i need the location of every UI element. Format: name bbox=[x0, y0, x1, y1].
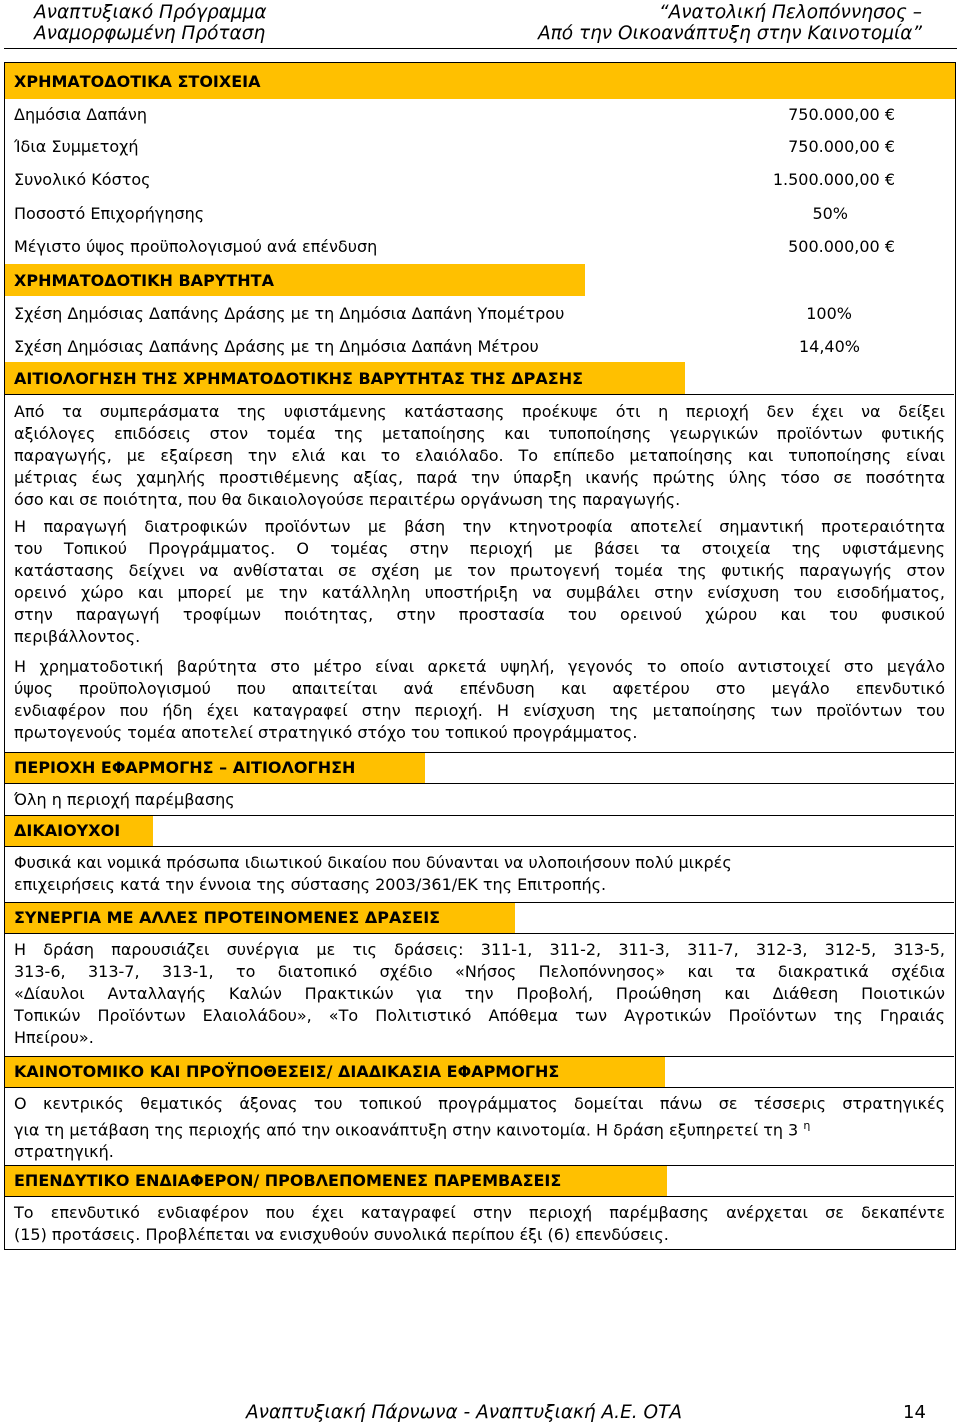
header-right-line1: “Ανατολική Πελοπόννησος – bbox=[658, 2, 922, 23]
page-header bbox=[0, 2, 960, 46]
rationale-divider-bottom bbox=[4, 1087, 954, 1088]
beneficiaries-text bbox=[14, 852, 945, 896]
interest-heading: ΕΠΕΝΔΥΤΙΚΟ ΕΝΔΙΑΦΕΡΟΝ/ ΠΡΟΒΛΕΠΟΜΕΝΕΣ ΠΑΡΕΜΒΑΣΕΙΣ bbox=[14, 1171, 562, 1190]
rationale-line2-text: για τη μετάβαση της περιοχής από την οικοανάπτυξη στην καινοτομία. Η δράση εξυπηρετεί τη 3 bbox=[14, 1120, 799, 1140]
financial-label-public: Δημόσια Δαπάνη bbox=[14, 105, 147, 124]
justification-heading: ΑΙΤΙΟΛΟΓΗΣΗ ΤΗΣ ΧΡΗΜΑΤΟΔΟΤΙΚΗΣ ΒΑΡΥΤΗΤΑΣ ΤΗΣ ΔΡΑΣΗΣ bbox=[14, 369, 584, 388]
text-line: πρωτογενούς τομέα αποτελεί στρατηγικό στόχο του τοπικού προγράμματος. bbox=[14, 723, 638, 742]
text-line: «Δίαυλοι Ανταλλαγής Καλών Πρακτικών για την Προβολή, Προώθηση και Διάθεση Ποιοτικών bbox=[14, 984, 945, 1003]
rationale-heading: ΚΑΙΝΟΤΟΜΙΚΟ ΚΑΙ ΠΡΟΫΠΟΘΕΣΕΙΣ/ ΔΙΑΔΙΚΑΣΙΑ ΕΦΑΡΜΟΓΗΣ bbox=[14, 1062, 560, 1081]
header-right bbox=[538, 2, 922, 44]
interest-divider-bottom bbox=[4, 1196, 954, 1197]
text-line: κατάστασης δείχνει να ανθίσταται σε σχέση με τον πρωτογενή τομέα της φυτικής παραγωγής στον bbox=[14, 561, 945, 580]
text-line: όσο και σε ποιότητα, που θα δικαιολογούσε περαιτέρω οργάνωση της παραγωγής. bbox=[14, 490, 681, 509]
financial-value-total: 1.500.000,00 € bbox=[772, 170, 895, 189]
text-line: Φυσικά και νομικά πρόσωπα ιδιωτικού δικαίου που δύνανται να υλοποιήσουν πολύ μικρές bbox=[14, 853, 732, 872]
text-line: στρατηγική. bbox=[14, 1142, 114, 1162]
financial-label-rate: Ποσοστό Επιχορήγησης bbox=[14, 204, 205, 223]
text-line: Η παραγωγή διατροφικών προϊόντων με βάση την κτηνοτροφία αποτελεί σημαντική προτεραιότητα bbox=[14, 517, 945, 536]
text-line: παραγωγής, με εξαίρεση την ελιά και το ελαιόλαδο. Το επίπεδο μεταποίησης και τυποποίησης είναι bbox=[14, 446, 945, 465]
weight-value-measure: 14,40% bbox=[798, 337, 860, 356]
synergy-heading: ΣΥΝΕΡΓΙΑ ΜΕ ΑΛΛΕΣ ΠΡΟΤΕΙΝΟΜΕΝΕΣ ΔΡΑΣΕΙΣ bbox=[14, 908, 441, 927]
weight-value-submeasure: 100% bbox=[806, 304, 852, 323]
text-line: μέτριας έως χαμηλής προστιθέμενης αξίας, παρά την ύπαρξη ικανής πρώτης ύλης τόσο σε ποσότητα bbox=[14, 468, 945, 487]
synergy-text bbox=[14, 939, 945, 1049]
weight-label-measure: Σχέση Δημόσιας Δαπάνης Δράσης με τη Δημόσια Δαπάνη Μέτρου bbox=[14, 337, 539, 356]
synergy-divider-bottom bbox=[4, 933, 954, 934]
header-left bbox=[34, 2, 267, 44]
page-number: 14 bbox=[903, 1402, 926, 1423]
text-line: επιχειρήσεις κατά την έννοια της σύστασης 2003/361/ΕΚ της Επιτροπής. bbox=[14, 875, 607, 894]
rationale-superscript: η bbox=[803, 1119, 811, 1132]
text-line: 313-6, 313-7, 313-1, το διατοπικό σχέδιο «Νήσος Πελοπόννησος» και τα διακρατικά σχέδια bbox=[14, 962, 945, 981]
beneficiaries-divider-bottom bbox=[4, 846, 954, 847]
justification-paragraph-1 bbox=[14, 401, 945, 511]
text-line: Από τα συμπεράσματα της υφιστάμενης κατάστασης προέκυψε ότι η περιοχή δεν έχει να δείξει bbox=[14, 402, 945, 421]
financial-value-public: 750.000,00 € bbox=[788, 105, 895, 124]
interest-text bbox=[14, 1202, 945, 1246]
financial-label-own: Ίδια Συμμετοχή bbox=[14, 137, 139, 156]
financial-label-max: Μέγιστο ύψος προϋπολογισμού ανά επένδυση bbox=[14, 237, 378, 256]
text-line: Ο κεντρικός θεματικός άξονας του τοπικού προγράμματος δομείται πάνω σε τέσσερις στρατηγικές bbox=[14, 1094, 945, 1113]
text-line: του Τοπικού Προγράμματος. Ο τομέας στην περιοχή με βάσει τα στοιχεία της υφιστάμενης bbox=[14, 539, 945, 558]
header-left-line2: Αναμορφωμένη Πρόταση bbox=[34, 23, 266, 44]
text-line: ενδιαφέρον που ήδη έχει καταγραφεί στην περιοχή. Η ενίσχυση της μεταποίησης των προϊόντων του bbox=[14, 701, 945, 720]
weight-label-submeasure: Σχέση Δημόσιας Δαπάνης Δράσης με τη Δημόσια Δαπάνη Υπομέτρου bbox=[14, 304, 565, 323]
text-line: αξιόλογες επιδόσεις στον τομέα της μεταποίησης και τυποποίησης γεωργικών προϊόντων φυτικής bbox=[14, 424, 945, 443]
weight-heading: ΧΡΗΜΑΤΟΔΟΤΙΚΗ ΒΑΡΥΤΗΤΑ bbox=[14, 271, 274, 290]
text-line: ύψος προϋπολογισμού που απαιτείται ανά επένδυση και αφετέρου στο μεγάλο επενδυτικό bbox=[14, 679, 945, 698]
header-right-line2: Από την Οικοανάπτυξη στην Καινοτομία” bbox=[537, 23, 922, 44]
beneficiaries-heading: ΔΙΚΑΙΟΥΧΟΙ bbox=[14, 821, 121, 840]
area-divider-bottom bbox=[4, 783, 954, 784]
header-divider bbox=[4, 48, 957, 49]
rationale-text bbox=[14, 1093, 945, 1163]
text-line: Η δράση παρουσιάζει συνέργια με τις δράσεις: 311-1, 311-2, 311-3, 311-7, 312-3, 312-5, 313-5, bbox=[14, 940, 945, 959]
text-line bbox=[14, 1115, 945, 1141]
text-line: περιβάλλοντος. bbox=[14, 627, 141, 646]
text-line: (15) προτάσεις. Προβλέπεται να ενισχυθούν συνολικά περίπου έξι (6) επενδύσεις. bbox=[14, 1225, 669, 1244]
header-left-line1: Αναπτυξιακό Πρόγραμμα bbox=[34, 2, 267, 23]
financial-value-rate: 50% bbox=[812, 204, 848, 223]
justification-divider bbox=[4, 394, 954, 395]
text-line: Τοπικών Προϊόντων Ελαιολάδου», «Το Πολιτιστικό Απόθεμα των Αγροτικών Προϊόντων της Γηραιάς bbox=[14, 1006, 945, 1025]
justification-paragraph-3 bbox=[14, 656, 945, 744]
area-heading: ΠΕΡΙΟΧΗ ΕΦΑΡΜΟΓΗΣ – ΑΙΤΙΟΛΟΓΗΣΗ bbox=[14, 758, 356, 777]
text-line: ορεινό χώρο και μπορεί με την κατάλληλη υποστήριξη να συμβάλει στην ενίσχυση του εισοδήματος, bbox=[14, 583, 945, 602]
financial-heading: ΧΡΗΜΑΤΟΔΟΤΙΚΑ ΣΤΟΙΧΕΙΑ bbox=[14, 72, 261, 91]
financial-label-total: Συνολικό Κόστος bbox=[14, 170, 151, 189]
text-line: Ηπείρου». bbox=[14, 1028, 94, 1047]
area-text: Όλη η περιοχή παρέμβασης bbox=[14, 790, 235, 809]
text-line: στην παραγωγή τροφίμων ποιότητας, στην προστασία του ορεινού χώρου και του φυσικού bbox=[14, 605, 945, 624]
financial-value-max: 500.000,00 € bbox=[788, 237, 895, 256]
text-line: Η χρηματοδοτική βαρύτητα στο μέτρο είναι αρκετά υψηλή, γεγονός το οποίο αντιστοιχεί στο μεγάλο bbox=[14, 657, 945, 676]
justification-paragraph-2 bbox=[14, 516, 945, 648]
page-footer: Αναπτυξιακή Πάρνωνα - Αναπτυξιακή Α.Ε. ΟΤΑ bbox=[246, 1402, 683, 1423]
financial-value-own: 750.000,00 € bbox=[788, 137, 895, 156]
text-line: Το επενδυτικό ενδιαφέρον που έχει καταγραφεί στην περιοχή παρέμβασης ανέρχεται σε δεκαπέντε bbox=[14, 1203, 945, 1222]
